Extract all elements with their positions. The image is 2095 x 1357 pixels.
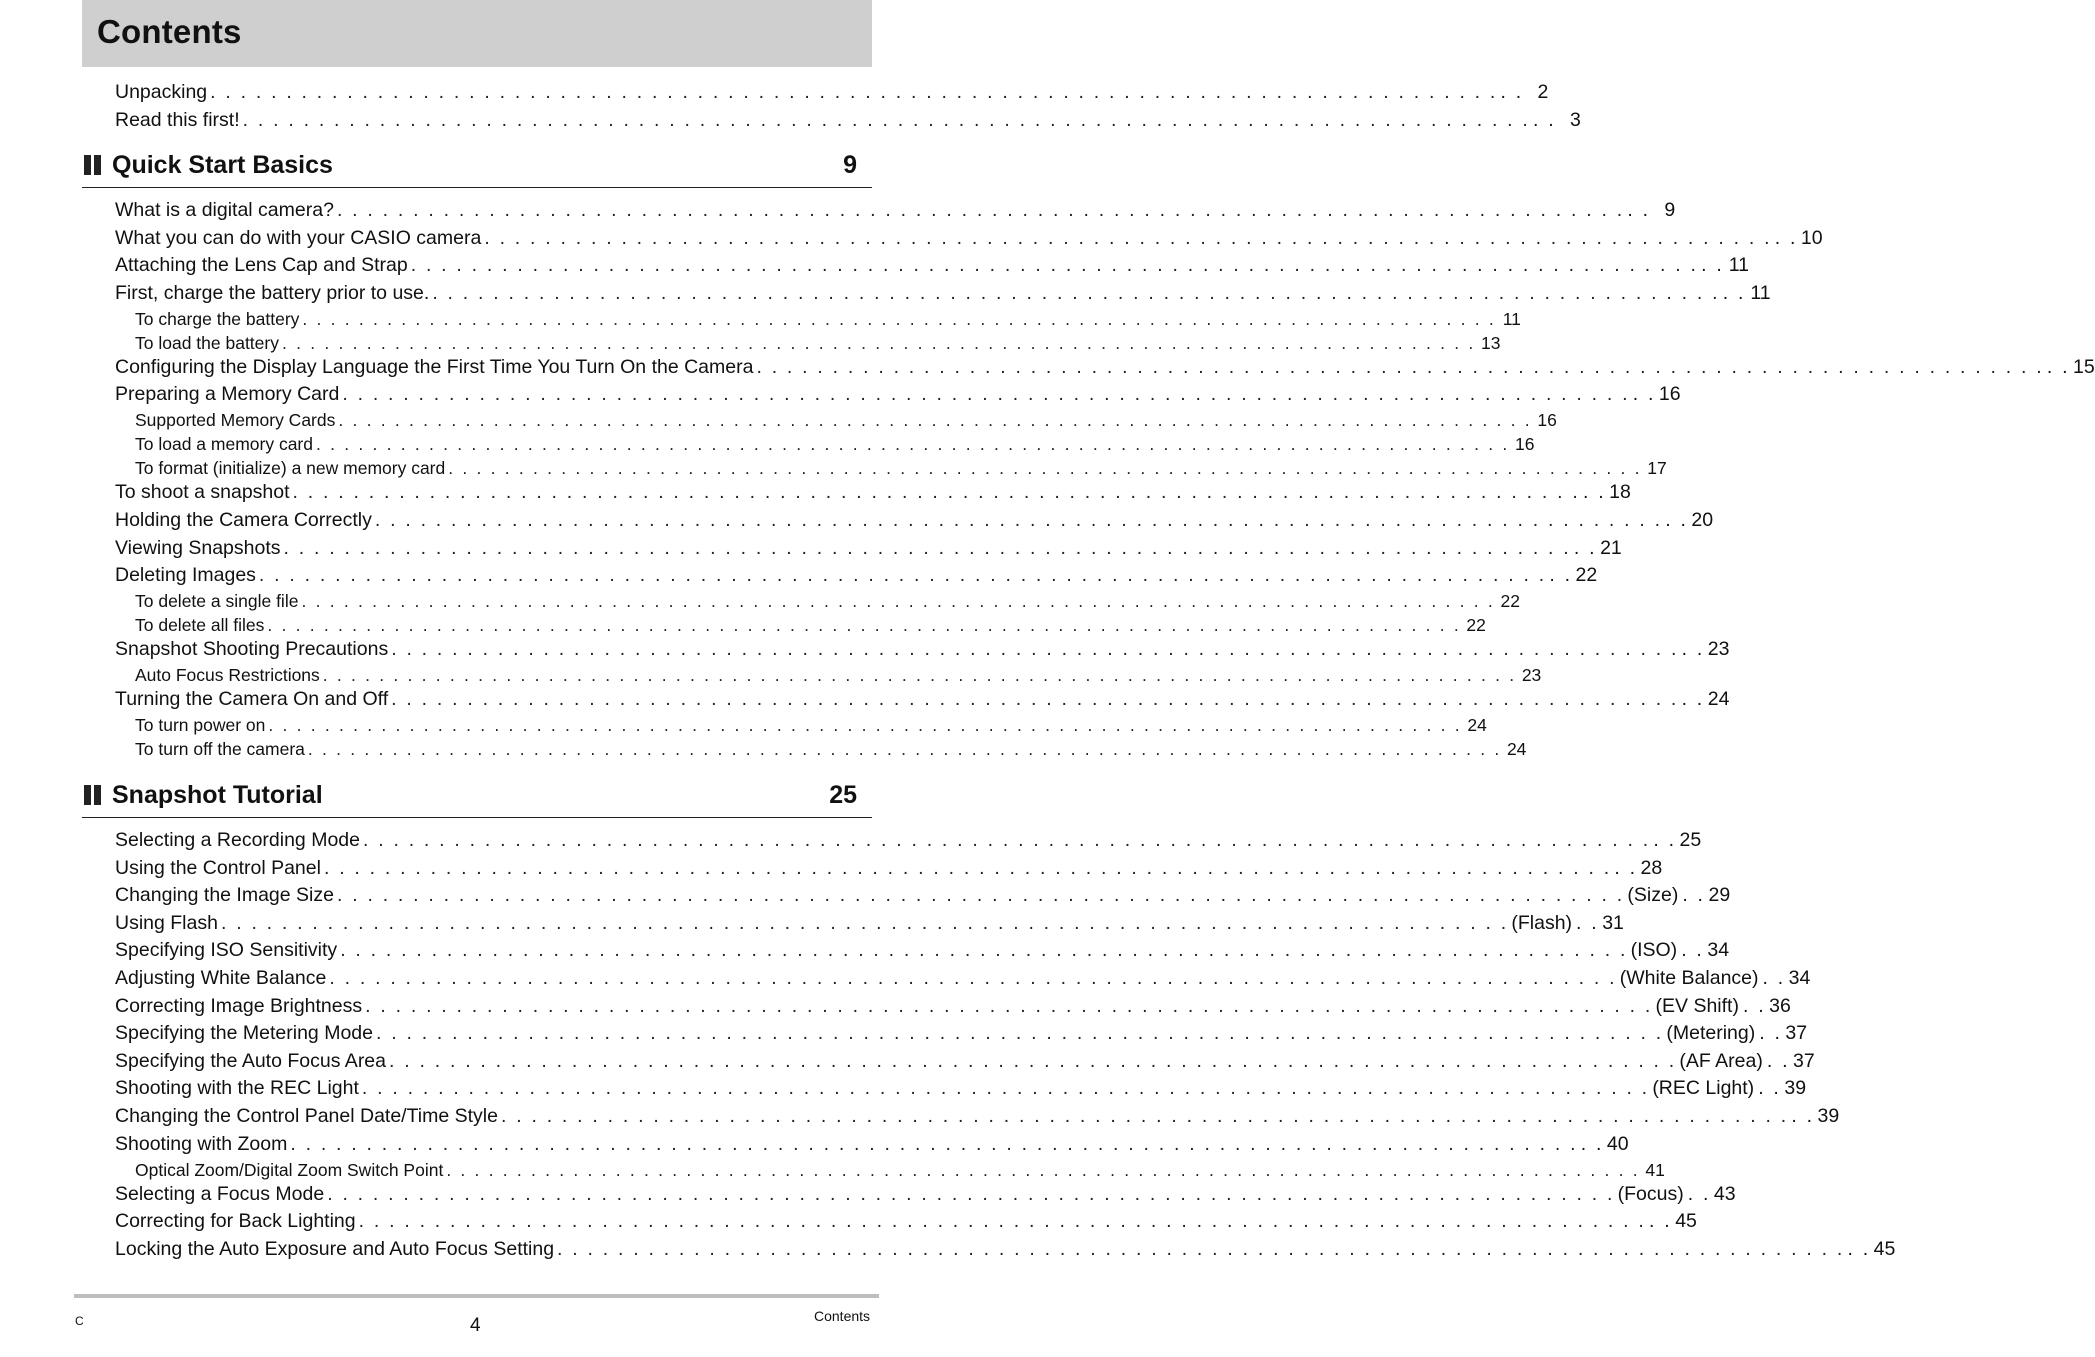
toc-entry-setting: (ISO)	[1630, 939, 1678, 961]
dot-leader-short: . .	[1665, 509, 1689, 531]
toc-entry[interactable]	[115, 537, 1622, 560]
toc-subentry[interactable]	[126, 410, 1557, 431]
toc-entry-label: To format (initialize) a new memory card	[135, 458, 446, 478]
toc-subentry[interactable]	[126, 591, 1520, 612]
dot-leader-short: . .	[1766, 1050, 1790, 1072]
dot-leader-short: . .	[1627, 199, 1651, 221]
dot-leader: . . . . . . . . . . . . . . . . . . . . . . . . . . . . . . . . . . . . . . . . . . . . . . . . . . . . . . . . . . . . . . . . . . . . . . . . . . . . . . . . . . . . .	[267, 615, 1461, 635]
toc-entry-page: 31	[1602, 912, 1624, 934]
contents-header	[82, 0, 872, 67]
toc-subentry[interactable]	[126, 665, 1542, 686]
toc-entry[interactable]	[115, 282, 1771, 305]
dot-leader: . . . . . . . . . . . . . . . . . . . . . . . . . . . . . . . . . . . . . . . . . . . . . . . . . . . . . . . . . . . . . . . . . . . . . . . . . . . . . . . . . . . . .	[327, 1183, 1615, 1205]
dot-leader: . . . . . . . . . . . . . . . . . . . . . . . . . . . . . . . . . . . . . . . . . . . . . . . . . . . . . . . . . . . . . . . . . . . . . . . . . . . . . . . . . . . . .	[557, 1238, 1845, 1260]
toc-entry-label: Shooting with the REC Light	[115, 1077, 359, 1099]
dot-leader-short: . .	[1774, 227, 1798, 249]
dot-leader-short: . .	[1687, 1183, 1711, 1205]
toc-entry-page: 21	[1600, 537, 1622, 559]
toc-entry-page: 16	[1537, 410, 1557, 430]
toc-entry-page: 10	[1800, 227, 1823, 249]
dot-leader: . . . . . . . . . . . . . . . . . . . . . . . . . . . . . . . . . . . . . . . . . . . . . . . . . . . . . . . . . . . . . . . . . . . . . . . . . . . . . . . . . . . . .	[210, 81, 1498, 103]
toc-entry-setting: (Flash)	[1511, 912, 1573, 934]
toc-subentry[interactable]	[126, 333, 1501, 354]
toc-entry[interactable]	[115, 939, 1730, 962]
toc-entry[interactable]	[115, 1183, 1736, 1206]
toc-entry-page: 39	[1784, 1077, 1807, 1099]
dot-leader-short: . .	[1847, 1238, 1871, 1260]
toc-entry[interactable]	[115, 857, 1663, 880]
dot-leader: . . . . . . . . . . . . . . . . . . . . . . . . . . . . . . . . . . . . . . . . . . . . . . . . . . . . . . . . . . . . . . . . . . . . . . . . . . . . . . . . . . . . .	[322, 665, 1517, 685]
toc-entry-page: 29	[1708, 884, 1731, 906]
toc-subentry[interactable]	[126, 434, 1535, 455]
footer-page-number: 4	[470, 1315, 481, 1336]
dot-leader-short: . .	[1549, 564, 1573, 586]
dot-leader-short: . .	[1500, 81, 1524, 103]
toc-entry-label: Correcting Image Brightness	[115, 995, 363, 1017]
toc-entry-page: 24	[1467, 715, 1487, 735]
toc-entry-page: 36	[1769, 995, 1791, 1017]
toc-entry-label: First, charge the battery prior to use.	[115, 282, 430, 304]
dot-leader: . . . . . . . . . . . . . . . . . . . . . . . . . . . . . . . . . . . . . . . . . . . . . . . . . . . . . . . . . . . . . . . . . . . . . . . . . . . . . . . . . . . . .	[375, 1022, 1664, 1044]
dot-leader: . . . . . . . . . . . . . . . . . . . . . . . . . . . . . . . . . . . . . . . . . . . . . . . . . . . . . . . . . . . . . . . . . . . . . . . . . . . . . . . . . . . . .	[302, 309, 1496, 329]
toc-entry-label: Specifying ISO Sensitivity	[115, 939, 338, 961]
dot-leader: . . . . . . . . . . . . . . . . . . . . . . . . . . . . . . . . . . . . . . . . . . . . . . . . . . . . . . . . . . . . . . . . . . . . . . . . . . . . . . . . . . . . .	[316, 434, 1510, 454]
section-heading[interactable]	[82, 781, 872, 818]
dot-leader: . . . . . . . . . . . . . . . . . . . . . . . . . . . . . . . . . . . . . . . . . . . . . . . . . . . . . . . . . . . . . . . . . . . . . . . . . . . . . . . . . . . . .	[446, 1160, 1640, 1180]
section-page: 25	[829, 781, 857, 809]
toc-entry[interactable]	[115, 1105, 1840, 1128]
toc-entry-label: Preparing a Memory Card	[115, 383, 340, 405]
dot-leader: . . . . . . . . . . . . . . . . . . . . . . . . . . . . . . . . . . . . . . . . . . . . . . . . . . . . . . . . . . . . . . . . . . . . . . . . . . . . . . . . . . . . .	[323, 857, 1612, 879]
toc-entry-label: Correcting for Back Lighting	[115, 1210, 356, 1232]
toc-entry-page: 39	[1817, 1105, 1840, 1127]
toc-entry-label: To delete a single file	[135, 591, 299, 611]
toc-entry[interactable]	[115, 1238, 1896, 1261]
dot-leader-short: . .	[1742, 995, 1766, 1017]
dot-leader: . . . . . . . . . . . . . . . . . . . . . . . . . . . . . . . . . . . . . . . . . . . . . . . . . . . . . . . . . . . . . . . . . . . . . . . . . . . . . . . . . . . . .	[432, 282, 1720, 304]
dot-leader-short: . .	[1758, 1077, 1782, 1099]
toc-entry-label: Changing the Image Size	[115, 884, 334, 906]
dot-leader: . . . . . . . . . . . . . . . . . . . . . . . . . . . . . . . . . . . . . . . . . . . . . . . . . . . . . . . . . . . . . . . . . . . . . . . . . . . . . . . . . . . . .	[365, 995, 1653, 1017]
dot-leader: . . . . . . . . . . . . . . . . . . . . . . . . . . . . . . . . . . . . . . . . . . . . . . . . . . . . . . . . . . . . . . . . . . . . . . . . . . . . . . . . . . . . .	[268, 715, 1462, 735]
toc-entry-page: 37	[1793, 1050, 1815, 1072]
toc-entry[interactable]	[115, 829, 1702, 852]
toc-entry[interactable]	[115, 509, 1714, 532]
dot-leader: . . . . . . . . . . . . . . . . . . . . . . . . . . . . . . . . . . . . . . . . . . . . . . . . . . . . . . . . . . . . . . . . . . . . . . . . . . . . . . . . . . . . .	[500, 1105, 1789, 1127]
toc-entry-page: 20	[1691, 509, 1714, 531]
toc-entry-label: To turn off the camera	[135, 739, 305, 759]
toc-entry-label: Snapshot Shooting Precautions	[115, 638, 389, 660]
dot-leader: . . . . . . . . . . . . . . . . . . . . . . . . . . . . . . . . . . . . . . . . . . . . . . . . . . . . . . . . . . . . . . . . . . . . . . . . . . . . . . . . . . . . .	[281, 333, 1476, 353]
toc-entry-page: 34	[1707, 939, 1730, 961]
dot-leader: . . . . . . . . . . . . . . . . . . . . . . . . . . . . . . . . . . . . . . . . . . . . . . . . . . . . . . . . . . . . . . . . . . . . . . . . . . . . . . . . . . . . .	[336, 884, 1625, 906]
dot-leader-short: . .	[1582, 481, 1606, 503]
dot-leader: . . . . . . . . . . . . . . . . . . . . . . . . . . . . . . . . . . . . . . . . . . . . . . . . . . . . . . . . . . . . . . . . . . . . . . . . . . . . . . . . . . . . .	[410, 254, 1699, 276]
footer-language-code: C	[75, 1314, 84, 1328]
toc-entry-page: 37	[1785, 1022, 1808, 1044]
dot-leader: . . . . . . . . . . . . . . . . . . . . . . . . . . . . . . . . . . . . . . . . . . . . . . . . . . . . . . . . . . . . . . . . . . . . . . . . . . . . . . . . . . . . .	[484, 227, 1772, 249]
toc-entry-label: Supported Memory Cards	[135, 410, 336, 430]
toc-entry-label: Turning the Camera On and Off	[115, 688, 389, 710]
dot-leader-short: . .	[1580, 1133, 1604, 1155]
dot-leader: . . . . . . . . . . . . . . . . . . . . . . . . . . . . . . . . . . . . . . . . . . . . . . . . . . . . . . . . . . . . . . . . . . . . . . . . . . . . . . . . . . . . .	[391, 638, 1679, 660]
toc-entry-label: Selecting a Focus Mode	[115, 1183, 325, 1205]
toc-entry[interactable]	[115, 1022, 1808, 1045]
dot-leader-short: . .	[2046, 356, 2070, 378]
toc-subentry[interactable]	[126, 1160, 1665, 1181]
toc-entry-label: Auto Focus Restrictions	[135, 665, 320, 685]
footer-section-label: Contents	[814, 1308, 871, 1324]
toc-entry-label: To shoot a snapshot	[115, 481, 290, 503]
toc-entry-label: Unpacking	[115, 81, 208, 103]
dot-leader: . . . . . . . . . . . . . . . . . . . . . . . . . . . . . . . . . . . . . . . . . . . . . . . . . . . . . . . . . . . . . . . . . . . . . . . . . . . . . . . . . . . . .	[336, 199, 1625, 221]
dot-leader-short: . .	[1653, 829, 1677, 851]
dot-leader-short: . .	[1533, 109, 1556, 131]
dot-leader-short: . .	[1576, 912, 1599, 934]
toc-entry-page: 22	[1575, 564, 1598, 586]
toc-entry[interactable]	[115, 967, 1811, 990]
dot-leader-short: . .	[1762, 967, 1786, 989]
toc-entry-label: Locking the Auto Exposure and Auto Focus Setting	[115, 1238, 555, 1260]
dot-leader: . . . . . . . . . . . . . . . . . . . . . . . . . . . . . . . . . . . . . . . . . . . . . . . . . . . . . . . . . . . . . . . . . . . . . . . . . . . . . . . . . . . . .	[342, 383, 1630, 405]
toc-entry-page: 22	[1500, 591, 1520, 611]
dot-leader: . . . . . . . . . . . . . . . . . . . . . . . . . . . . . . . . . . . . . . . . . . . . . . . . . . . . . . . . . . . . . . . . . . . . . . . . . . . . . . . . . . . . .	[358, 1210, 1647, 1232]
toc-entry-label: Selecting a Recording Mode	[115, 829, 360, 851]
page-title: Contents	[97, 13, 242, 50]
dot-leader: . . . . . . . . . . . . . . . . . . . . . . . . . . . . . . . . . . . . . . . . . . . . . . . . . . . . . . . . . . . . . . . . . . . . . . . . . . . . . . . . . . . . .	[292, 481, 1580, 503]
toc-entry-label: Read this first!	[115, 109, 240, 131]
toc-entry[interactable]	[115, 254, 1749, 277]
dot-leader: . . . . . . . . . . . . . . . . . . . . . . . . . . . . . . . . . . . . . . . . . . . . . . . . . . . . . . . . . . . . . . . . . . . . . . . . . . . . . . . . . . . . .	[338, 410, 1532, 430]
dot-leader: . . . . . . . . . . . . . . . . . . . . . . . . . . . . . . . . . . . . . . . . . . . . . . . . . . . . . . . . . . . . . . . . . . . . . . . . . . . . . . . . . . . . .	[374, 509, 1663, 531]
section-marker-icon	[84, 785, 101, 805]
toc-entry-page: 18	[1609, 481, 1631, 503]
toc-subentry[interactable]	[126, 739, 1527, 760]
toc-entry-setting: (AF Area)	[1679, 1050, 1763, 1072]
toc-entry-label: Configuring the Display Language the First Time You Turn On the Camera	[115, 356, 754, 378]
toc-entry-label: To load a memory card	[135, 434, 313, 454]
toc-entry-label: Shooting with Zoom	[115, 1133, 288, 1155]
toc-entry[interactable]	[115, 564, 1598, 587]
toc-entry-page: 11	[1728, 254, 1749, 276]
toc-entry[interactable]	[115, 109, 1581, 132]
dot-leader: . . . . . . . . . . . . . . . . . . . . . . . . . . . . . . . . . . . . . . . . . . . . . . . . . . . . . . . . . . . . . . . . . . . . . . . . . . . . . . . . . . . . .	[301, 591, 1495, 611]
toc-entry-label: Deleting Images	[115, 564, 256, 586]
toc-entry-label: To turn power on	[135, 715, 266, 735]
toc-subentry[interactable]	[126, 458, 1667, 479]
toc-entry-page: 28	[1640, 857, 1663, 879]
toc-entry-label: Using Flash	[115, 912, 218, 934]
toc-entry-label: Adjusting White Balance	[115, 967, 327, 989]
dot-leader-short: . .	[1759, 1022, 1783, 1044]
dot-leader: . . . . . . . . . . . . . . . . . . . . . . . . . . . . . . . . . . . . . . . . . . . . . . . . . . . . . . . . . . . . . . . . . . . . . . . . . . . . . . . . . . . . .	[340, 939, 1628, 961]
toc-subentry[interactable]	[126, 309, 1521, 330]
dot-leader-short: . .	[1791, 1105, 1815, 1127]
dot-leader-short: . .	[1722, 282, 1746, 304]
toc-entry-page: 45	[1675, 1210, 1697, 1232]
toc-entry-setting: (Metering)	[1666, 1022, 1756, 1044]
toc-entry-label: What is a digital camera?	[115, 199, 334, 221]
toc-entry[interactable]	[115, 227, 1823, 250]
toc-entry-page: 45	[1873, 1238, 1896, 1260]
section-title: Quick Start Basics	[112, 151, 333, 179]
dot-leader-short: . .	[1701, 254, 1724, 276]
toc-entry[interactable]	[115, 1210, 1697, 1233]
toc-entry-page: 16	[1515, 434, 1535, 454]
toc-entry-page: 34	[1788, 967, 1811, 989]
dot-leader-short: . .	[1649, 1210, 1672, 1232]
toc-entry-page: 17	[1647, 458, 1667, 478]
dot-leader: . . . . . . . . . . . . . . . . . . . . . . . . . . . . . . . . . . . . . . . . . . . . . . . . . . . . . . . . . . . . . . . . . . . . . . . . . . . . . . . . . . . . .	[756, 356, 2044, 378]
dot-leader: . . . . . . . . . . . . . . . . . . . . . . . . . . . . . . . . . . . . . . . . . . . . . . . . . . . . . . . . . . . . . . . . . . . . . . . . . . . . . . . . . . . . .	[307, 739, 1502, 759]
toc-entry-page: 24	[1707, 688, 1730, 710]
toc-entry-page: 15	[2073, 356, 2095, 378]
dot-leader: . . . . . . . . . . . . . . . . . . . . . . . . . . . . . . . . . . . . . . . . . . . . . . . . . . . . . . . . . . . . . . . . . . . . . . . . . . . . . . . . . . . . .	[242, 109, 1531, 131]
toc-entry-label: What you can do with your CASIO camera	[115, 227, 482, 249]
toc-entry-setting: (Size)	[1627, 884, 1679, 906]
dot-leader: . . . . . . . . . . . . . . . . . . . . . . . . . . . . . . . . . . . . . . . . . . . . . . . . . . . . . . . . . . . . . . . . . . . . . . . . . . . . . . . . . . . . .	[448, 458, 1642, 478]
dot-leader-short: . .	[1632, 383, 1656, 405]
dot-leader-short: . .	[1573, 537, 1597, 559]
dot-leader-short: . .	[1682, 884, 1706, 906]
toc-entry-page: 23	[1707, 638, 1730, 660]
toc-entry[interactable]	[115, 199, 1676, 222]
toc-entry-setting: (EV Shift)	[1655, 995, 1739, 1017]
dot-leader: . . . . . . . . . . . . . . . . . . . . . . . . . . . . . . . . . . . . . . . . . . . . . . . . . . . . . . . . . . . . . . . . . . . . . . . . . . . . . . . . . . . . .	[361, 1077, 1650, 1099]
toc-entry[interactable]	[115, 81, 1549, 104]
toc-entry-label: Holding the Camera Correctly	[115, 509, 372, 531]
toc-entry-label: Using the Control Panel	[115, 857, 321, 879]
toc-entry-setting: (REC Light)	[1652, 1077, 1755, 1099]
toc-entry-label: Optical Zoom/Digital Zoom Switch Point	[135, 1160, 444, 1180]
dot-leader: . . . . . . . . . . . . . . . . . . . . . . . . . . . . . . . . . . . . . . . . . . . . . . . . . . . . . . . . . . . . . . . . . . . . . . . . . . . . . . . . . . . . .	[362, 829, 1651, 851]
toc-entry-page: 24	[1506, 739, 1527, 759]
dot-leader: . . . . . . . . . . . . . . . . . . . . . . . . . . . . . . . . . . . . . . . . . . . . . . . . . . . . . . . . . . . . . . . . . . . . . . . . . . . . . . . . . . . . .	[283, 537, 1571, 559]
toc-entry-label: Attaching the Lens Cap and Strap	[115, 254, 408, 276]
toc-entry-label: Changing the Control Panel Date/Time Style	[115, 1105, 498, 1127]
dot-leader: . . . . . . . . . . . . . . . . . . . . . . . . . . . . . . . . . . . . . . . . . . . . . . . . . . . . . . . . . . . . . . . . . . . . . . . . . . . . . . . . . . . . .	[290, 1133, 1578, 1155]
toc-entry[interactable]	[115, 688, 1730, 711]
dot-leader: . . . . . . . . . . . . . . . . . . . . . . . . . . . . . . . . . . . . . . . . . . . . . . . . . . . . . . . . . . . . . . . . . . . . . . . . . . . . . . . . . . . . .	[329, 967, 1617, 989]
toc-entry[interactable]	[115, 1050, 1815, 1073]
toc-entry-setting: (Focus)	[1617, 1183, 1684, 1205]
toc-entry-page: 11	[1750, 282, 1771, 304]
toc-entry[interactable]	[115, 912, 1624, 935]
toc-entry-page: 25	[1679, 829, 1702, 851]
toc-entry-page: 41	[1645, 1160, 1665, 1180]
toc-entry[interactable]	[115, 356, 2095, 379]
dot-leader: . . . . . . . . . . . . . . . . . . . . . . . . . . . . . . . . . . . . . . . . . . . . . . . . . . . . . . . . . . . . . . . . . . . . . . . . . . . . . . . . . . . . .	[258, 564, 1547, 586]
footer-divider	[74, 1294, 879, 1298]
section-title: Snapshot Tutorial	[112, 781, 323, 809]
toc-entry-page: 23	[1521, 665, 1542, 685]
toc-entry[interactable]	[115, 481, 1631, 504]
toc-entry[interactable]	[115, 383, 1681, 406]
toc-entry-label: To load the battery	[135, 333, 279, 353]
toc-entry-label: To delete all files	[135, 615, 265, 635]
section-heading[interactable]	[82, 151, 872, 188]
toc-entry-page: 13	[1481, 333, 1501, 353]
toc-entry-setting: (White Balance)	[1619, 967, 1759, 989]
toc-entry-page: 3	[1570, 109, 1581, 131]
section-page: 9	[843, 151, 857, 179]
toc-entry[interactable]	[115, 1133, 1629, 1156]
toc-entry-label: Viewing Snapshots	[115, 537, 281, 559]
dot-leader-short: . .	[1681, 688, 1705, 710]
toc-subentry[interactable]	[126, 615, 1486, 636]
toc-entry[interactable]	[115, 1077, 1807, 1100]
toc-entry-page: 22	[1466, 615, 1486, 635]
toc-entry-page: 43	[1713, 1183, 1736, 1205]
toc-entry-label: To charge the battery	[135, 309, 300, 329]
dot-leader: . . . . . . . . . . . . . . . . . . . . . . . . . . . . . . . . . . . . . . . . . . . . . . . . . . . . . . . . . . . . . . . . . . . . . . . . . . . . . . . . . . . . .	[389, 1050, 1677, 1072]
toc-entry-label: Specifying the Auto Focus Area	[115, 1050, 387, 1072]
toc-entry-page: 16	[1658, 383, 1681, 405]
toc-entry[interactable]	[115, 638, 1730, 661]
dot-leader: . . . . . . . . . . . . . . . . . . . . . . . . . . . . . . . . . . . . . . . . . . . . . . . . . . . . . . . . . . . . . . . . . . . . . . . . . . . . . . . . . . . . .	[391, 688, 1679, 710]
toc-entry-label: Specifying the Metering Mode	[115, 1022, 373, 1044]
dot-leader-short: . .	[1681, 939, 1705, 961]
toc-entry-page: 40	[1606, 1133, 1629, 1155]
toc-entry-page: 9	[1664, 199, 1676, 221]
toc-entry[interactable]	[115, 995, 1791, 1018]
section-marker-icon	[84, 155, 101, 175]
toc-entry-page: 2	[1537, 81, 1549, 103]
toc-entry[interactable]	[115, 884, 1731, 907]
toc-entry-page: 11	[1502, 309, 1521, 329]
dot-leader-short: . .	[1681, 638, 1705, 660]
dot-leader: . . . . . . . . . . . . . . . . . . . . . . . . . . . . . . . . . . . . . . . . . . . . . . . . . . . . . . . . . . . . . . . . . . . . . . . . . . . . . . . . . . . . .	[220, 912, 1509, 934]
dot-leader-short: . .	[1614, 857, 1638, 879]
toc-subentry[interactable]	[126, 715, 1487, 736]
